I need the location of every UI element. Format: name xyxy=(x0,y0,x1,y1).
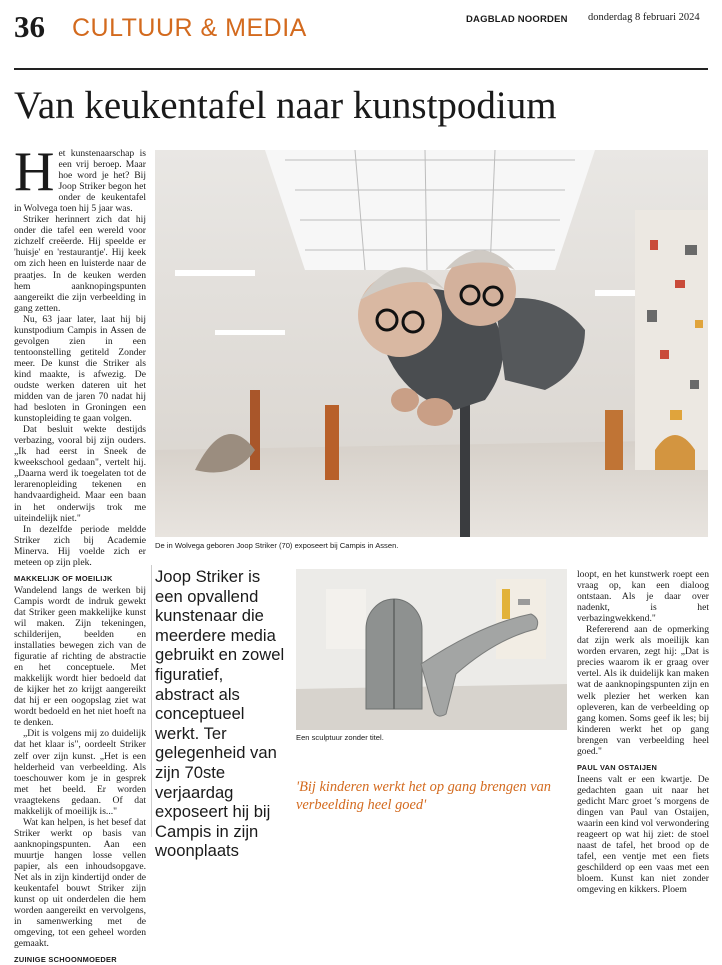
paragraph: loopt, en het kunstwerk roept een vraag op, kan een dialoog ontstaan. Als je daar over nadenkt, is het verbazingwekkend." xyxy=(577,569,709,625)
newspaper-name: DAGBLAD NOORDEN xyxy=(466,14,568,25)
paragraph: Refererend aan de opmerking dat zijn werk als moeilijk kan worden ervaren, zegt hij: „Dat is precies waarom ik er graag over vertel. Als ik duidelijk kan maken wat de aanknopingspunten zijn en welk plezier het werken kan opleveren, kan de verbeelding op gang komen. Soms geef ik les; bij kinderen werkt het op gang brengen van verbeelding heel goed." xyxy=(577,624,709,757)
sculpture-photo-caption: Een sculptuur zonder titel. xyxy=(296,733,384,742)
article-column-3 xyxy=(577,569,709,896)
paragraph: Wandelend langs de werken bij Campis wordt de indruk gewekt dat Striker geen makkelijke kunst wil maken. Zijn tekeningen, schilderijen, beelden en installaties bewegen zich van de figuratie af richting de abstractie en het conceptuele. Met makkelijk wordt hier bedoeld dat de kijker het zo krijgt aangereikt dat hij er een oogopslag ziet wat wordt bedoeld en het niet hoeft na te denken. xyxy=(14,584,146,729)
gallery-photo-image xyxy=(155,150,708,537)
column-divider xyxy=(151,565,152,837)
pull-quote: 'Bij kinderen werkt het op gang brengen van verbeelding heel goed' xyxy=(296,779,551,813)
paragraph: Dat besluit wekte destijds verbazing, vooral bij zijn ouders. „Ik had eerst in Sneek de kweekschool gedaan", vertelt hij. „Daarna werd ik toegelaten tot de lerarenopleiding tekenen en handvaardigheid. Maar een baan in het onderwijs trok me uiteindelijk niet." xyxy=(14,424,146,524)
main-photo-caption: De in Wolvega geboren Joop Striker (70) exposeert bij Campis in Assen. xyxy=(155,541,399,550)
subheading: PAUL VAN OSTAIJEN xyxy=(577,762,658,772)
paragraph: et kunstenaarschap is een vrij beroep. Maar hoe word je het? Bij Joop Striker begon het onder de keukentafel in Wolvega toen hij 5 jaar was. xyxy=(14,148,146,215)
header-rule xyxy=(14,68,708,70)
paragraph: Striker herinnert zich dat hij onder die tafel een wereld voor zichzelf creëerde. Hij speelde er 'huisje' en 'restaurantje'. Hij keek om zich heen en luisterde naar de praatjes. In de keuken werden hem aanknopingspunten aangereikt die zijn verbeelding in gang zetten. xyxy=(14,214,146,314)
drop-cap: H xyxy=(14,141,55,203)
section-title: CULTUUR & MEDIA xyxy=(72,14,307,42)
intro-text: Joop Striker is een opvallend kunstenaar die meerdere media gebruikt en zowel figuratief, abstract als conceptueel werkt. Ter gelegenheid van zijn 70ste verjaardag exposeert hij bij Campis in zijn woonplaats xyxy=(155,567,285,861)
subheading: ZUINIGE SCHOONMOEDER xyxy=(14,955,117,965)
article-column-1 xyxy=(14,141,146,965)
paragraph: Wat kan helpen, is het besef dat Striker werkt op basis van aanknopingspunten. Aan een muurtje hangen losse vellen papier, als een inhoudsopgave. Net als in zijn kindertijd onder de keukentafel bouwt Striker zijn kunst op uit onderdelen die hem worden aangereikt en vervolgens, in samenwerking met de omgeving, tot een geheel worden gemaakt. xyxy=(14,816,146,950)
main-photo xyxy=(155,150,708,537)
subheading: MAKKELIJK OF MOEILIJK xyxy=(14,573,113,583)
paragraph: „Dit is volgens mij zo duidelijk dat het klaar is", oordeelt Striker zelf over zijn kunst. „Het is een helderheid van verbeelding. Als toeschouwer kom je in gesprek met het beeld. Er worden vraagtekens gedaan. Of dat makkelijk of moeilijk is..." xyxy=(14,728,146,817)
sculpture-photo xyxy=(296,569,567,730)
paragraph: Nu, 63 jaar later, laat hij bij kunstpodium Campis in Assen de gevolgen zien in een tentoonstelling getiteld Zonder meer. De kunst die Striker als kind maakte, is afwezig. De oudste werken dateren uit het midden van de jaren 70 nadat hij had besloten in Groningen een kunstopleiding te gaan volgen. xyxy=(14,313,146,425)
page-number: 36 xyxy=(14,9,45,44)
headline: Van keukentafel naar kunstpodium xyxy=(14,84,557,127)
paragraph: In dezelfde periode meldde Striker zich bij Academie Minerva. Hij voelde zich er meteen op zijn plek. xyxy=(14,523,146,568)
publication-date: donderdag 8 februari 2024 xyxy=(588,12,700,23)
paragraph: Ineens valt er een kwartje. De gedachten gaan uit naar het gedicht Marc groet 's morgens de dingen van Paul van Ostaijen, waarin een kind vol verwondering reageert op wat hij ziet: de stoel naast de tafel, het brood op de tafel, een ventje met een fiets geschilderd op een vaas met een bloem. Kunst kan niet zonder omgeving en kikkers. Ploem xyxy=(577,773,709,896)
sculpture-photo-image xyxy=(296,569,567,730)
